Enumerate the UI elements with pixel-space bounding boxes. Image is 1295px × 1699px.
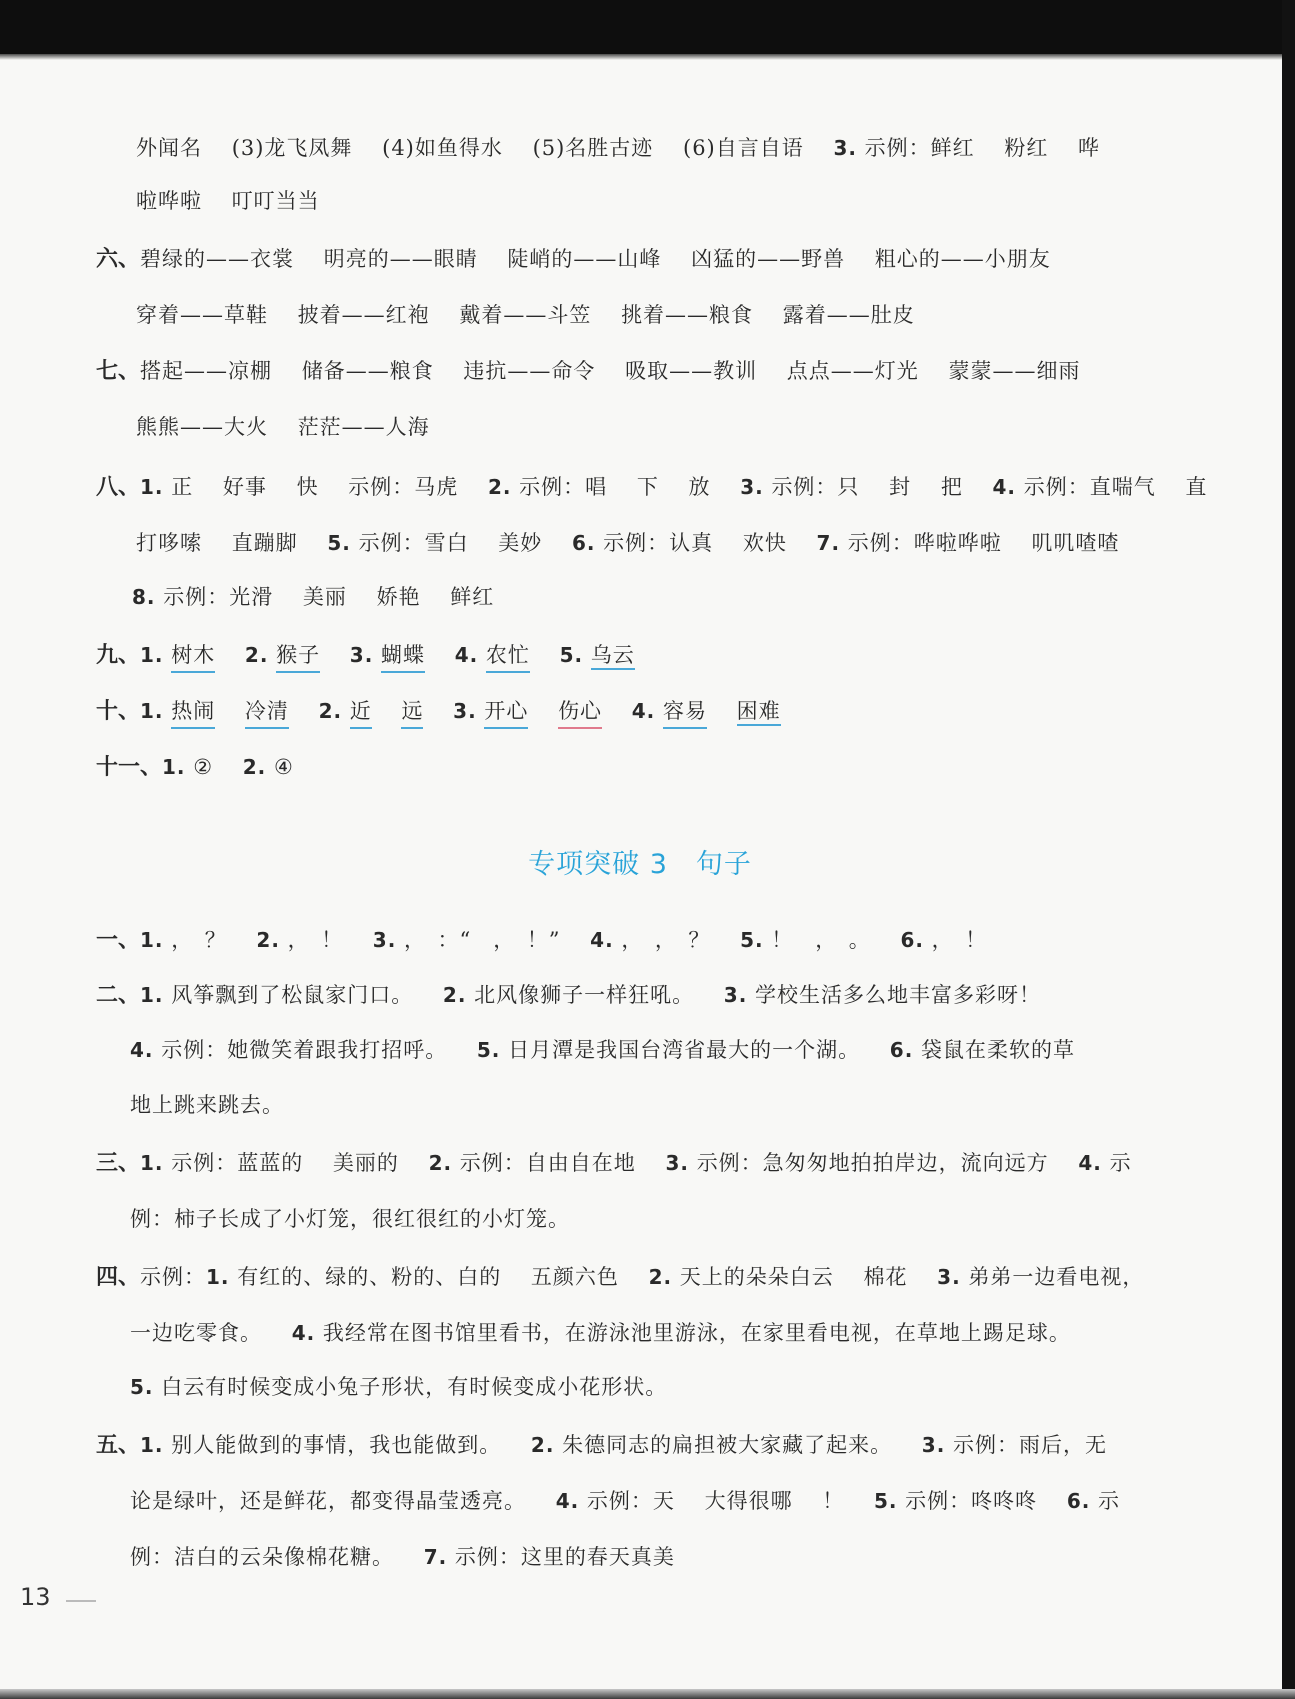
answer-text: 农忙 [486,640,530,673]
answer-text: ， ：“ ， ！” [404,928,561,952]
item-number: 2. [428,1151,453,1175]
answer-text: 热闹 [171,696,215,729]
answer-text: 蒙蒙——细雨 [948,359,1081,383]
item-number: 4. [555,1489,580,1513]
answer-text: 示例：蓝蓝的 [171,1151,304,1175]
item-number: 5. [559,643,584,667]
answer-text: 例：柿子长成了小灯笼，很红很红的小灯笼。 [130,1207,570,1231]
section-3-line [96,1148,1132,1179]
answer-text: 学校生活多么地丰富多彩呀！ [755,983,1041,1007]
item-number: 5. [327,531,351,555]
answer-text: 示例：直喘气 [1023,475,1156,499]
item-number: 7. [816,531,841,555]
item-number: 2. [442,983,467,1007]
answer-text: 凶猛的——野兽 [691,247,846,271]
answer-text: 示例：天 [586,1489,675,1513]
item-number: 2. [318,699,343,723]
item-number: 1. [140,643,164,667]
page-number-rule [66,1600,96,1602]
item-number: 3. [937,1265,961,1289]
answer-line [130,1372,667,1402]
answer-text: 示例：雨后，无 [953,1433,1107,1457]
item-number: 1. [140,928,164,952]
answer-text: 下 [636,475,659,499]
answer-text: 近 [350,696,372,729]
item-number: 3. [665,1151,689,1175]
section-6-line [96,244,1051,275]
answer-line [132,582,494,612]
section-number: 六、 [96,247,141,272]
section-11-line [96,752,294,783]
answer-text: 茫茫——人海 [297,415,430,439]
item-number: 6. [889,1038,914,1062]
answer-text: 示例：自由自在地 [459,1151,636,1175]
answer-line [130,1542,675,1572]
answer-text: 储备——粮食 [301,359,434,383]
answer-line [136,412,430,442]
answer-text: 披着——红袍 [297,303,430,327]
answer-line [130,1318,1071,1348]
answer-text: (4)如鱼得水 [382,136,503,160]
answer-text: 欢快 [742,531,787,555]
answer-text: 白云有时候变成小兔子形状，有时候变成小花形状。 [161,1375,668,1399]
answer-text: 蝴蝶 [381,640,425,673]
item-number: 3. [349,643,374,667]
item-number: 1. [140,983,164,1007]
answer-text: 搭起——凉棚 [140,359,273,383]
answer-text: 示例：雪白 [358,531,469,555]
answer-text: ② [193,755,214,779]
answer-line [136,528,1119,558]
answer-text: 袋鼠在柔软的草 [920,1038,1075,1062]
section-number: 八、 [96,475,141,500]
answer-text: 示例：她微笑着跟我打招呼。 [161,1038,448,1062]
section-9-line [96,640,635,673]
section-1-line [96,925,987,956]
item-number: 3. [740,475,764,499]
answer-text: 示例： [140,1265,207,1289]
answer-text: (5)名胜古迹 [532,136,654,160]
section-2-line [96,980,1041,1011]
page-number: 13 [20,1583,51,1611]
section-number: 一、 [96,928,141,953]
scan-top-border [0,0,1295,54]
scan-bottom-border [0,1689,1295,1699]
answer-text: 五颜六色 [530,1265,619,1289]
answer-text: 哗 [1078,136,1101,160]
answer-text: 穿着——草鞋 [136,303,268,327]
answer-text: 示 [1109,1151,1132,1175]
section-number: 五、 [96,1433,141,1458]
answer-text: 挑着——粮食 [621,303,754,327]
answer-text: 朱德同志的扁担被大家藏了起来。 [562,1433,893,1457]
item-number: 3. [372,928,397,952]
answer-text: 日月潭是我国台湾省最大的一个湖。 [508,1038,861,1062]
item-number: 1. [140,1433,164,1457]
item-number: 2. [530,1433,555,1457]
item-number: 6. [571,531,596,555]
item-number: 1. [140,1151,164,1175]
answer-text: ， ？ [171,928,227,952]
answer-text: 美丽 [302,585,347,609]
item-number: 6. [1066,1489,1091,1513]
item-number: 3. [723,983,748,1007]
item-number: 5. [740,928,764,952]
item-number: 1. [140,475,164,499]
item-number: 5. [130,1375,154,1399]
answer-text: 示 [1098,1489,1121,1513]
answer-text: ！ [822,1489,845,1513]
answer-text: (3)龙飞凤舞 [231,136,353,160]
item-number: 6. [900,928,924,952]
answer-line [136,133,1100,163]
answer-text: 北风像狮子一样狂吼。 [474,983,695,1007]
answer-text: 困难 [737,699,781,726]
item-number: 2. [256,928,280,952]
answer-line [136,186,320,216]
item-number: 1. [206,1265,230,1289]
answer-text: 明亮的——眼睛 [323,247,478,271]
section-number: 三、 [96,1151,141,1176]
item-number: 2. [244,643,269,667]
answer-text: 熊熊——大火 [136,415,268,439]
item-number: 2. [242,755,267,779]
answer-text: 乌云 [591,643,635,670]
answer-text: 美丽的 [332,1151,399,1175]
answer-text: 示例：咚咚咚 [905,1489,1038,1513]
item-number: 4. [631,699,656,723]
answer-text: 我经常在图书馆里看书，在游泳池里游泳，在家里看电视，在草地上踢足球。 [322,1321,1071,1345]
answer-text: 地上跳来跳去。 [130,1093,284,1117]
answer-text: ④ [273,755,294,779]
item-number: 4. [130,1038,154,1062]
section-title: 专项突破 3 句子 [528,849,752,880]
answer-text: 露着——肚皮 [782,303,915,327]
answer-line [130,1204,570,1234]
answer-text: (6)自言自语 [683,136,804,160]
answer-text: 点点——灯光 [786,359,919,383]
answer-text: ， ！ [287,928,344,952]
item-number: 1. [140,699,164,723]
answer-text: 碧绿的——衣裳 [140,247,295,271]
item-number: 4. [1078,1151,1102,1175]
item-number: 5. [476,1038,501,1062]
item-number: 2. [487,475,512,499]
answer-text: 示例：唱 [519,475,608,499]
answer-text: 粉红 [1004,136,1049,160]
answer-text: 娇艳 [376,585,421,609]
answer-line [130,1035,1075,1065]
answer-text: 正 [171,475,194,499]
answer-line [136,300,915,330]
answer-text: 陡峭的——山峰 [507,247,662,271]
answer-text: 戴着——斗笠 [459,303,592,327]
item-number: 3. [833,136,857,160]
item-number: 2. [648,1265,673,1289]
answer-text: 封 [889,475,912,499]
answer-line [130,1090,284,1120]
answer-line [130,1486,1120,1516]
section-number: 七、 [96,359,141,384]
item-number: 3. [453,699,477,723]
answer-text: 示例：这里的春天真美 [454,1545,675,1569]
scan-right-border [1282,0,1295,1699]
section-number: 十、 [96,699,141,724]
section-number: 二、 [96,983,141,1008]
answer-text: 放 [688,475,711,499]
answer-text: 外闻名 [136,136,202,160]
item-number: 1. [162,755,186,779]
answer-text: 叮叮当当 [231,189,320,213]
answer-text: 天上的朵朵白云 [679,1265,834,1289]
answer-text: 开心 [484,696,528,729]
answer-text: 吸取——教训 [625,359,758,383]
item-number: 7. [423,1545,448,1569]
answer-text: 冷清 [245,696,289,729]
answer-text: 示例：哗啦哗啦 [847,531,1002,555]
answer-text: 美妙 [498,531,543,555]
answer-text: 违抗——命令 [463,359,596,383]
answer-text: 打哆嗦 [136,531,202,555]
answer-text: 树木 [171,640,215,673]
answer-text: 例：洁白的云朵像棉花糖。 [130,1545,394,1569]
answer-text: 把 [940,475,963,499]
item-number: 4. [590,928,614,952]
answer-text: ， ！ [931,928,988,952]
section-10-line [96,696,781,729]
section-4-line [96,1262,1144,1293]
answer-text: ， ， ？ [621,928,711,952]
answer-text: 弟弟一边看电视， [968,1265,1145,1289]
item-number: 4. [454,643,479,667]
section-7-line [96,356,1080,387]
scan-top-shadow [0,54,1295,60]
answer-text: 一边吃零食。 [130,1321,262,1345]
answer-text: 啦哗啦 [136,189,202,213]
section-5-line [96,1430,1107,1461]
answer-text: 示例：只 [771,475,860,499]
answer-text: 叽叽喳喳 [1031,531,1120,555]
answer-text: 棉花 [863,1265,908,1289]
answer-text: 大得很哪 [704,1489,793,1513]
answer-text: ！ ， 。 [771,928,871,952]
answer-text: 论是绿叶，还是鲜花，都变得晶莹透亮。 [130,1489,526,1513]
section-number: 十一、 [96,755,163,780]
answer-text: 直 [1185,475,1208,499]
section-number: 四、 [96,1265,141,1290]
section-number: 九、 [96,643,141,668]
item-number: 5. [873,1489,898,1513]
answer-text: 有红的、绿的、粉的、白的 [237,1265,502,1289]
answer-text: 快 [296,475,319,499]
answer-text: 粗心的——小朋友 [874,247,1051,271]
answer-text: 直蹦脚 [231,531,298,555]
answer-text: 别人能做到的事情，我也能做到。 [171,1433,502,1457]
answer-text: 示例：急匆匆地拍拍岸边，流向远方 [696,1151,1049,1175]
answer-text: 鲜红 [450,585,495,609]
answer-text: 伤心 [558,696,602,729]
answer-text: 示例：鲜红 [864,136,975,160]
answer-text: 示例：马虎 [348,475,459,499]
answer-text: 容易 [663,696,707,729]
item-number: 8. [132,585,156,609]
answer-text: 好事 [222,475,267,499]
item-number: 4. [291,1321,316,1345]
item-number: 3. [921,1433,946,1457]
answer-text: 猴子 [276,640,320,673]
answer-text: 示例：认真 [603,531,714,555]
answer-text: 风筝飘到了松鼠家门口。 [171,983,414,1007]
answer-text: 远 [401,696,423,729]
item-number: 4. [992,475,1017,499]
section-8-line [96,472,1207,503]
answer-text: 示例：光滑 [163,585,274,609]
